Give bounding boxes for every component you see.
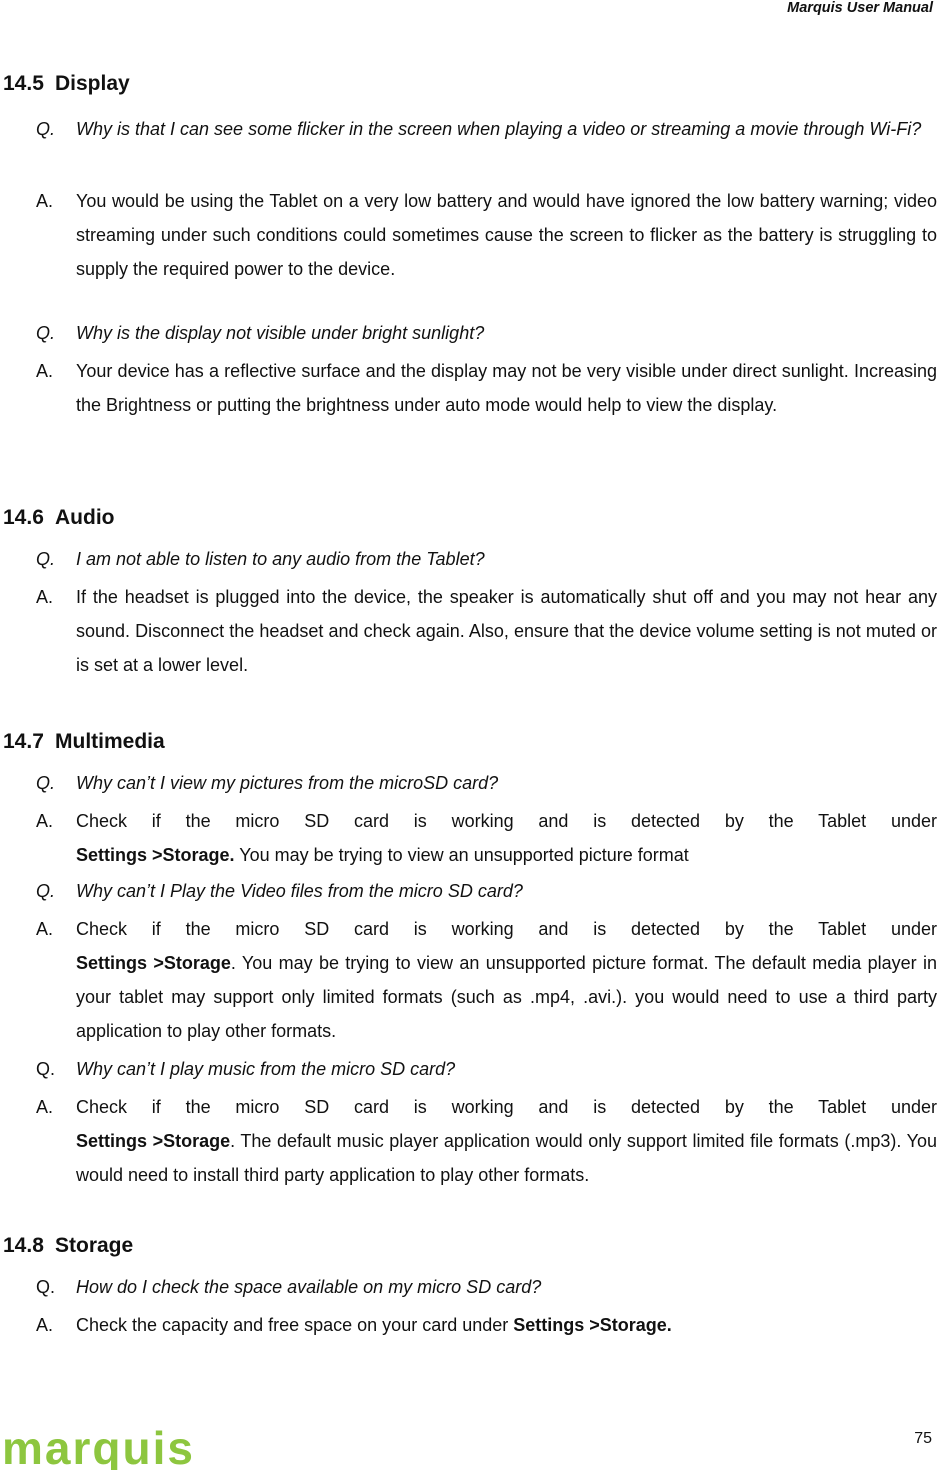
answer — [36, 912, 937, 1048]
section-title: Multimedia — [55, 730, 165, 753]
question-text: Why is the display not visible under bright sunlight? — [76, 323, 485, 343]
question-label: Q. — [36, 1059, 56, 1079]
question-label: Q. — [36, 881, 56, 901]
section-number: 14.5 — [3, 72, 44, 95]
answer-label: A. — [36, 811, 54, 831]
section-number: 14.6 — [3, 506, 44, 529]
answer-text-part: Check the capacity and free space on your card under — [76, 1315, 514, 1335]
settings-storage-path: Settings >Storage. — [513, 1315, 672, 1335]
question-label: Q. — [36, 549, 56, 569]
question-label: Q. — [36, 119, 56, 139]
answer-text — [76, 804, 937, 872]
question-text: Why can’t I view my pictures from the microSD card? — [76, 773, 499, 793]
question-text: Why is that I can see some flicker in the screen when playing a video or streaming a movie through Wi-Fi? — [76, 119, 922, 139]
section-heading-display — [3, 72, 130, 96]
question — [36, 1270, 937, 1304]
section-heading-multimedia — [3, 730, 165, 754]
answer-text-part: Check if the micro SD card is working and is detected by the Tablet under — [76, 811, 937, 831]
answer-text — [76, 1090, 937, 1192]
answer-text-part: . You may be trying to view an unsupported picture format. The default media player in your tablet may support only limited formats (such as .mp4, .avi.). you would need to use a third party application to play other formats. — [76, 953, 937, 1041]
answer-label: A. — [36, 587, 54, 607]
question — [36, 1052, 937, 1086]
question — [36, 874, 937, 908]
question-text: Why can’t I Play the Video files from the micro SD card? — [76, 881, 523, 901]
section-heading-audio — [3, 506, 114, 530]
logo-wordmark: marquis — [2, 1430, 195, 1470]
settings-storage-path: Settings >Storage. — [76, 845, 235, 865]
section-title: Display — [55, 72, 130, 95]
answer-text — [76, 1308, 937, 1342]
answer-text: If the headset is plugged into the device, the speaker is automatically shut off and you may not hear any sound. Disconnect the headset and check again. Also, ensure that the device volume setting is not muted or is set at a lower level. — [76, 587, 937, 675]
question-label: Q. — [36, 323, 56, 343]
section-title: Audio — [55, 506, 115, 529]
section-title: Storage — [55, 1234, 134, 1257]
answer-label: A. — [36, 191, 54, 211]
question-label: Q. — [36, 1277, 56, 1297]
question-text: How do I check the space available on my micro SD card? — [76, 1277, 542, 1297]
answer — [36, 804, 937, 872]
question-text: Why can’t I play music from the micro SD card? — [76, 1059, 456, 1079]
question-text: I am not able to listen to any audio from the Tablet? — [76, 549, 485, 569]
question — [36, 316, 937, 350]
answer-text: You would be using the Tablet on a very low battery and would have ignored the low battery warning; video streaming under such conditions could sometimes cause the screen to flicker as the battery is struggling to supply the required power to the device. — [76, 191, 937, 279]
answer — [36, 1090, 937, 1192]
question — [36, 542, 937, 576]
running-header: Marquis User Manual — [787, 0, 933, 16]
question-label: Q. — [36, 773, 56, 793]
settings-storage-path: Settings >Storage — [76, 1131, 231, 1151]
section-number: 14.8 — [3, 1234, 44, 1257]
section-number: 14.7 — [3, 730, 44, 753]
marquis-logo-graphic — [2, 1430, 264, 1470]
answer-label: A. — [36, 919, 54, 939]
answer — [36, 354, 937, 422]
answer — [36, 1308, 937, 1342]
answer-text-part: Check if the micro SD card is working and is detected by the Tablet under — [76, 1097, 937, 1117]
answer-label: A. — [36, 361, 54, 381]
question — [36, 766, 937, 800]
section-heading-storage — [3, 1234, 133, 1258]
answer-text — [76, 912, 937, 1048]
question — [36, 112, 937, 146]
answer-label: A. — [36, 1315, 54, 1335]
page-number: 75 — [914, 1430, 932, 1447]
answer — [36, 580, 937, 682]
marquis-logo — [2, 1430, 264, 1475]
settings-storage-path: Settings >Storage — [76, 953, 231, 973]
answer-text-part: Check if the micro SD card is working and is detected by the Tablet under — [76, 919, 937, 939]
answer-text-part: You may be trying to view an unsupported picture format — [234, 845, 689, 865]
answer — [36, 184, 937, 286]
answer-text-part: . The default music player application would only support limited file formats (.mp3). You would need to install third party application to play other formats. — [76, 1131, 937, 1185]
answer-text: Your device has a reflective surface and the display may not be very visible under direct sunlight. Increasing the Brightness or putting the brightness under auto mode would help to view the display. — [76, 361, 937, 415]
answer-label: A. — [36, 1097, 54, 1117]
